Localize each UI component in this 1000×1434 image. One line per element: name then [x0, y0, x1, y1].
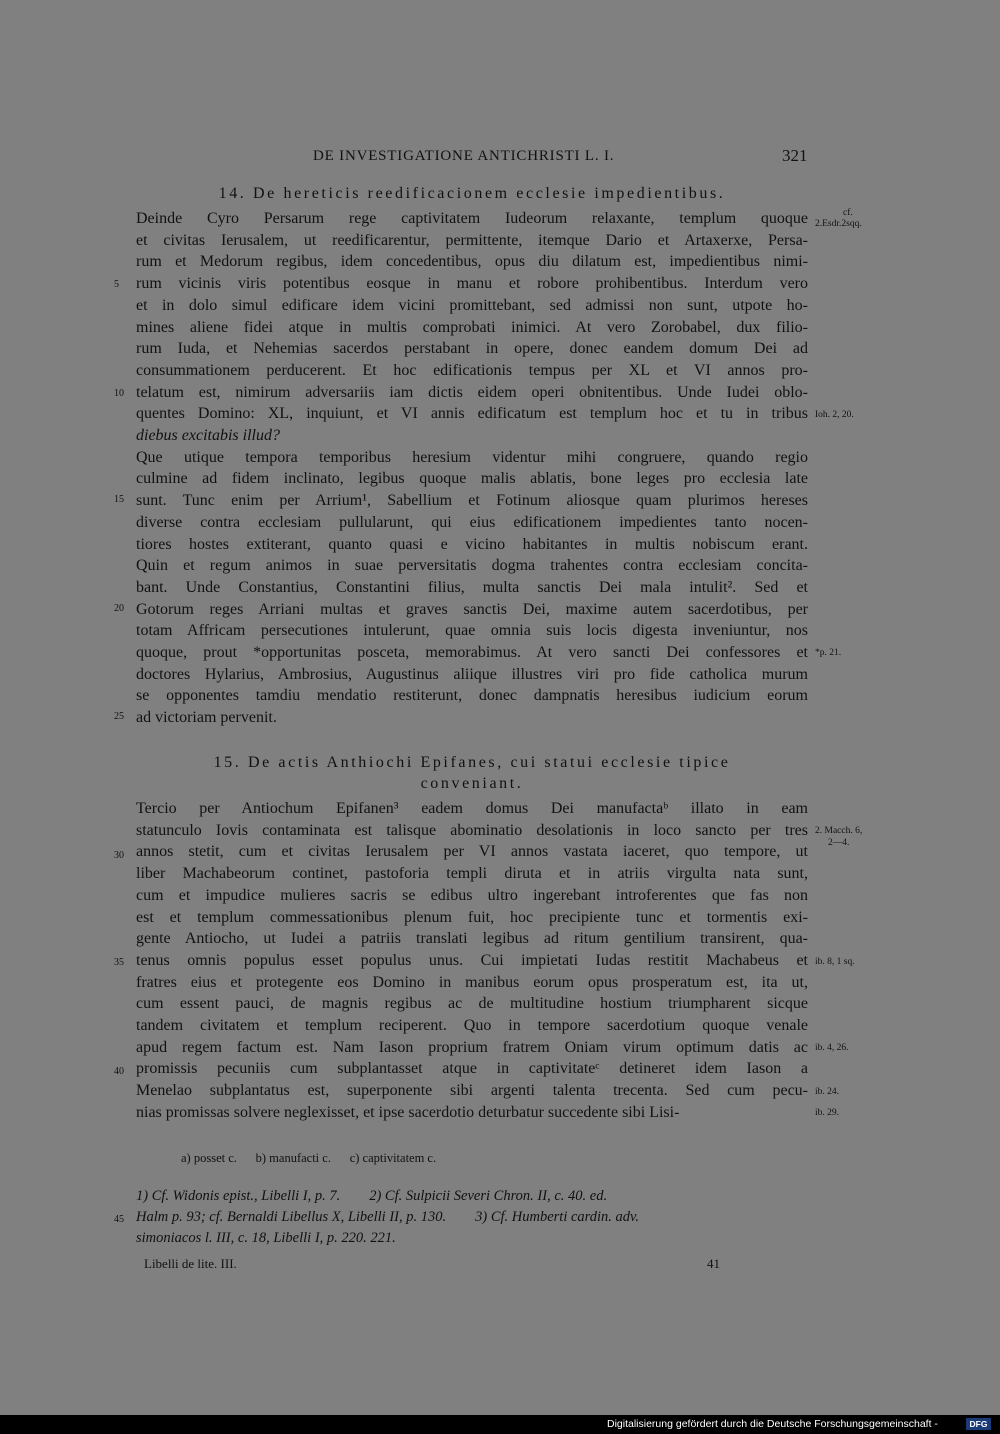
margin-note: ib. 29.: [815, 1108, 840, 1118]
text-line: doctores Hylarius, Ambrosius, Augustinus aliique illustres viri pro fide catholica murum: [136, 665, 808, 683]
text-line: Que utique tempora temporibus heresium videntur mihi congruere, quando regio: [136, 448, 808, 466]
text-line: annos stetit, cum et civitas Ierusalem per VI annos vastata iaceret, quo tempore, ut: [136, 843, 808, 861]
text-line: tiores hostes extiterant, quanto quasi e vicino habitantes in multis nobiscum erant.: [136, 535, 808, 553]
text-line: Menelao subplantatus est, superponente sibi argenti talenta trecenta. Sed cum pecu-: [136, 1082, 808, 1100]
text-line: tandem civitatem et templum reciperent. Quo in tempore sacerdotium quoque venale: [136, 1017, 808, 1034]
text-line: nias promissas solvere neglexisset, et ipse sacerdotio deturbatur succedente sibi Lisi-: [136, 1103, 680, 1121]
text-line: et civitas Ierusalem, ut reedificarentur, permittente, itemque Dario et Artaxerxe, Persa-: [136, 231, 808, 249]
running-head: DE INVESTIGATIONE ANTICHRISTI L. I.: [313, 148, 615, 164]
signature-number: 41: [707, 1256, 720, 1271]
footnote-line: 1) Cf. Widonis epist., Libelli I, p. 7. 2) Cf. Sulpicii Severi Chron. II, c. 40. ed.: [136, 1188, 608, 1204]
text-line: liber Machabeorum continet, pastoforia templi diruta et in atriis virgulta nata sunt,: [136, 865, 808, 883]
signature-left: Libelli de lite. III.: [144, 1256, 237, 1271]
line-number: 45: [114, 1214, 124, 1225]
variant-readings: a) posset c. b) manufacti c. c) captivitatem c.: [181, 1151, 437, 1165]
text-line: statunculo Iovis contaminata est talisque abominatio desolationis in loco sancto per tres: [136, 821, 808, 839]
funding-banner: Digitalisierung gefördert durch die Deutsche Forschungsgemeinschaft -: [607, 1418, 938, 1430]
margin-note: 2. Macch. 6,: [815, 826, 863, 836]
line-number: 40: [114, 1066, 124, 1077]
text-line: bant. Unde Constantius, Constantini filius, multa sanctis Dei mala intulit². Sed et: [136, 578, 808, 596]
line-number: 35: [114, 957, 124, 968]
text-line: diverse contra ecclesiam pullularunt, qui eius edificationem impedientes tanto nocen-: [136, 513, 808, 531]
line-number: 5: [114, 279, 119, 290]
line-number: 10: [114, 388, 124, 399]
text-line: culmine ad fidem inclinato, legibus quoque malis ablatis, bone leges pro ecclesia late: [136, 470, 808, 488]
text-line: Quin et regum animos in suae perversitatis dogma trahentes contra ecclesiam concita-: [136, 557, 808, 575]
text-line: gente Antiocho, ut Iudei a patriis translati legibus ad ritum gentilium transirent, qua-: [136, 930, 808, 948]
text-line: sunt. Tunc enim per Arrium¹, Sabellium et Fotinum aliosque quam plurimos hereses: [136, 492, 808, 510]
margin-note: *p. 21.: [815, 648, 842, 658]
line-number: 15: [114, 494, 124, 505]
text-line: Gotorum reges Arriani multas et graves sanctis Dei, maxime autem sacerdotibus, per: [136, 600, 808, 618]
text-line: totam Affricam persecutiones intulerunt, quae omnia suis locis digesta inveniuntur, nos: [136, 622, 808, 640]
text-line: mines aliene fidei atque in multis comprobati inimici. At vero Zorobabel, dux filio-: [136, 318, 808, 336]
margin-note: Ioh. 2, 20.: [815, 410, 854, 420]
margin-note: ib. 8, 1 sq.: [815, 957, 855, 967]
text-line: telatum est, nimirum adversariis iam dictis eidem operi obnitentibus. Unde Iudei oblo-: [136, 383, 808, 401]
margin-note: 2—4.: [828, 838, 850, 848]
text-line: se opponentes tamdiu mendatio restiterunt, donec dampnatis heresibus iudicium eorum: [136, 687, 808, 705]
margin-note: 2.Esdr.2sqq.: [815, 219, 862, 229]
text-line: quoque, prout *opportunitas posceta, memorabimus. At vero sancti Dei confessores et: [136, 644, 808, 661]
section-heading-15: [136, 752, 808, 794]
margin-note: ib. 4, 26.: [815, 1043, 849, 1053]
text-line: cum essent pauci, de magnis regibus ac de multitudine hostium triumpharent sicque: [136, 995, 808, 1013]
footnote-line: simoniacos l. III, c. 18, Libelli I, p. 220. 221.: [136, 1230, 396, 1246]
text-line: rum vicinis viris potentibus eosque in manu et robore prohibentibus. Interdum vero: [136, 275, 808, 293]
line-number: 25: [114, 711, 124, 722]
section-heading-15-line1: 15. De actis Anthiochi Epifanes, cui statui ecclesie tipice: [213, 754, 731, 771]
text-line: rum Iuda, et Nehemias sacerdos perstabant in opere, donec eandem domum Dei ad: [136, 340, 808, 358]
section-heading-15-line2: conveniant.: [420, 775, 524, 792]
text-line: Tercio per Antiochum Epifanen³ eadem domus Dei manufactaᵇ illato in eam: [136, 800, 808, 817]
line-number: 30: [114, 850, 124, 861]
margin-note: ib. 24.: [815, 1087, 840, 1097]
text-line: et in dolo simul edificare idem vicini promittebant, sed admissi non sunt, utpote ho-: [136, 296, 808, 314]
text-line: fratres eius et protegente eos Domino in manibus eorum opus prosperatum est, ita ut,: [136, 973, 808, 991]
text-line: Deinde Cyro Persarum rege captivitatem Iudeorum relaxante, templum quoque: [136, 210, 808, 227]
text-line: promissis pecuniis cum subplantasset atque in captivitateᶜ detineret idem Iason a: [136, 1060, 808, 1078]
text-line: apud regem factum est. Nam Iason proprium fratrem Oniam virum optimum datis ac: [136, 1038, 808, 1056]
text-line: consummationem perducerent. Et hoc edificationis tempus per XL et VI annos pro-: [136, 361, 808, 379]
text-line: diebus excitabis illud?: [136, 427, 280, 444]
section-heading-14: 14. De hereticis reedificacionem ecclesie impedientibus.: [218, 185, 726, 202]
page-number: 321: [782, 146, 808, 165]
text-line: est et templum commessationibus plenum fuit, hoc precipiente tunc et tormentis exi-: [136, 908, 808, 926]
line-number: 20: [114, 603, 124, 614]
footnote-line: Halm p. 93; cf. Bernaldi Libellus X, Libelli II, p. 130. 3) Cf. Humberti cardin. adv.: [136, 1209, 640, 1225]
margin-note: cf.: [843, 208, 853, 218]
dfg-logo: DFG: [966, 1418, 991, 1430]
text-line: cum et impudice mulieres sacris se edibus ultro ingerebant introferentes que fas non: [136, 886, 808, 904]
text-line: quentes Domino: XL, inquiunt, et VI annis edificatum est templum hoc et tu in tribus: [136, 405, 808, 423]
text-line: ad victoriam pervenit.: [136, 709, 277, 727]
text-line: rum et Medorum regibus, idem concedentibus, opus diu dilatum est, impedientibus nimi-: [136, 253, 808, 271]
text-line: tenus omnis populus esset populus unus. Cui impietati Iudas restitit Machabeus et: [136, 951, 808, 969]
